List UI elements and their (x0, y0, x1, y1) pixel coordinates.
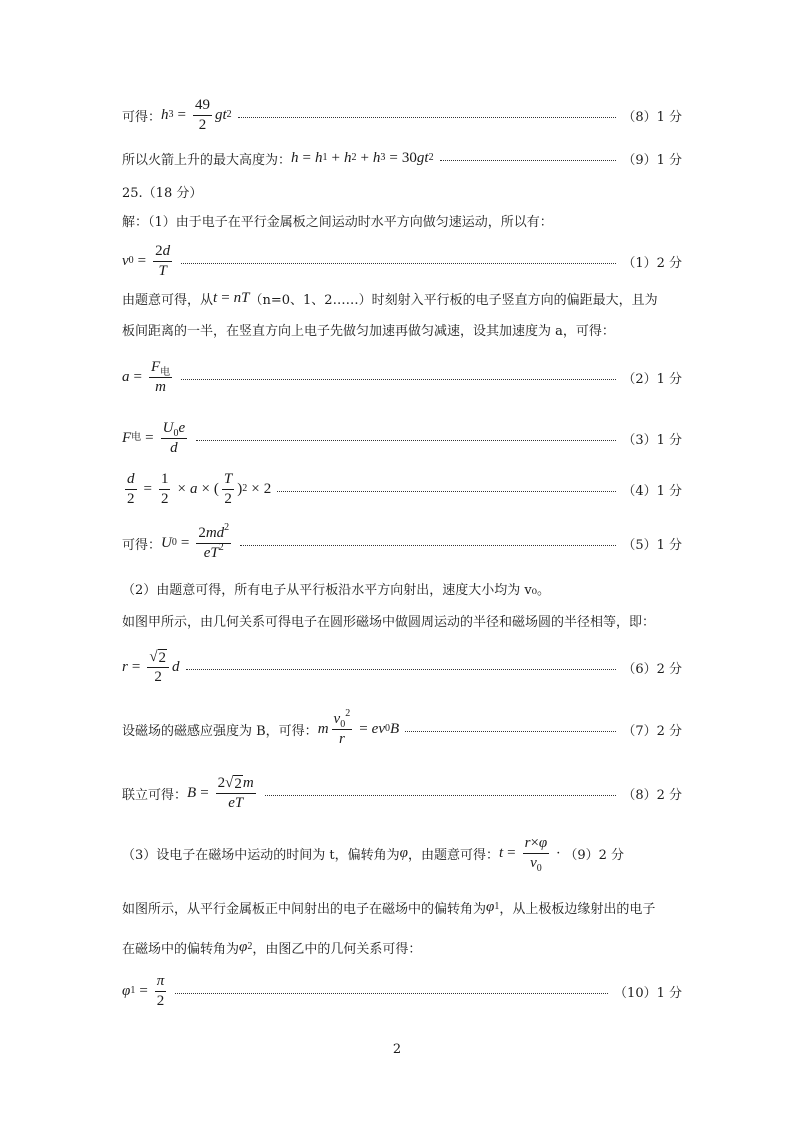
equation-line-lorentz (122, 707, 682, 747)
solution-intro (122, 205, 682, 235)
leader-dots (181, 263, 616, 264)
page-number: 2 (392, 1042, 402, 1057)
formula-lorentz: m $\frac{v_0^2}{r}$ = ev 0 B (317, 707, 400, 747)
line-prefix: 联立可得： (122, 787, 188, 803)
formula-max-height: h = h 1 + h 2 + h 3 = 30 gt 2 (291, 149, 434, 166)
leader-dots (186, 669, 617, 670)
line-mid: ，由题意可得： (407, 847, 499, 863)
equation-line-a (122, 358, 682, 395)
formula-phi1-value: φ 1 = $\frac{\pi}{2}$ (122, 972, 165, 1009)
paragraph-text: 板间距离的一半，在竖直方向上电子先做匀加速再做匀减速，设其加速度为 a，可得： (122, 323, 615, 339)
equation-line-u0 (122, 521, 682, 561)
paragraph-text: 由题意可得，从 (122, 292, 214, 308)
formula-time: t = $\frac{r\times\varphi}{v_0}$ (498, 834, 548, 874)
equation-line-force (122, 419, 682, 456)
equation-line-max-height (122, 143, 682, 173)
paragraph-line (122, 314, 682, 344)
formula-h3: h 3 = $\frac{49}{2}$ gt 2 (161, 96, 232, 133)
equation-line-displacement (122, 470, 682, 507)
leader-dots (440, 160, 617, 161)
question-number: 25.（18 分） (122, 185, 203, 201)
score-label: （8）1 分 (622, 109, 682, 125)
score-label: （1）2 分 (622, 255, 682, 271)
equation-line-v0 (122, 242, 682, 279)
leader-dots (238, 117, 617, 118)
formula-b: B = 2√ 2 m eT (187, 774, 254, 811)
equation-line-h3 (122, 96, 682, 133)
equation-line-time: （3）设电子在磁场中运动的时间为 t，偏转角为 φ ，由题意可得： t = $\frac{r\times\varphi}{v_0}$ · （9）2 分 (122, 834, 625, 874)
score-label: （9）2 分 (564, 847, 625, 863)
line-prefix: 所以火箭上升的最大高度为： (122, 152, 292, 168)
formula-force: F 电 = $\frac{U_0e}{d}$ (122, 419, 186, 456)
leader-dots (265, 795, 617, 796)
score-label: （3）1 分 (622, 432, 682, 448)
paragraph-text: （2）由题意可得，所有电子从平行板沿水平方向射出，速度大小均为 v₀。 (122, 582, 550, 598)
score-label: （6）2 分 (622, 661, 682, 677)
formula-phi2: φ 2 (239, 938, 253, 955)
paragraph-line (122, 892, 682, 922)
score-label: （10）1 分 (614, 985, 682, 1001)
paragraph-text: 如图甲所示，由几何关系可得电子在圆形磁场中做圆周运动的半径和磁场圆的半径相等，即： (122, 614, 656, 630)
paragraph-text: 如图所示，从平行金属板正中间射出的电子在磁场中的偏转角为 (122, 901, 487, 917)
leader-dots (196, 440, 616, 441)
solution-text: 解：（1）由于电子在平行金属板之间运动时水平方向做匀速运动，所以有： (122, 214, 553, 230)
formula-radius: r = √ 2 2 d (122, 648, 180, 685)
paragraph-line (122, 283, 682, 313)
paragraph-text: ，由图乙中的几何关系可得： (252, 941, 422, 957)
leader-dots (181, 379, 616, 380)
equation-line-phi1 (122, 972, 682, 1009)
score-label: （2）1 分 (622, 371, 682, 387)
formula-a: a = $\frac{F_电}{m}$ (122, 358, 171, 395)
leader-dots (405, 731, 616, 732)
paragraph-line (122, 932, 682, 962)
formula-t-nT: t = nT (213, 289, 250, 306)
paragraph-text: 在磁场中的偏转角为 (122, 941, 240, 957)
formula-v0: v 0 = $\frac{2d}{T}$ (122, 242, 171, 279)
paragraph-text: （n=0、1、2……）时刻射入平行板的电子竖直方向的偏距最大，且为 (249, 292, 658, 308)
line-prefix: （3）设电子在磁场中运动的时间为 t，偏转角为 (122, 847, 400, 863)
leader-dots (240, 545, 616, 546)
equation-line-b (122, 774, 682, 811)
score-label: （9）1 分 (622, 152, 682, 168)
paragraph-line (122, 573, 682, 603)
score-label: （4）1 分 (622, 483, 682, 499)
score-label: （8）2 分 (622, 787, 682, 803)
score-label: （5）1 分 (622, 537, 682, 553)
formula-u0: U 0 = $\frac{2md^2}{eT^2}$ (161, 521, 230, 561)
question-heading (122, 176, 682, 206)
score-label: （7）2 分 (622, 723, 682, 739)
paragraph-line (122, 605, 682, 635)
formula-displacement: $\frac{d}{2}$ = $\frac{1}{2}$ × a × ( $\frac{T}{2}$ ) 2 × 2 (127, 470, 272, 507)
line-prefix: 可得： (122, 109, 162, 125)
formula-phi: φ (399, 844, 408, 861)
paragraph-text: ，从上极板边缘射出的电子 (499, 901, 656, 917)
formula-phi1: φ 1 (486, 898, 500, 915)
line-prefix: 设磁场的磁感应强度为 B，可得： (122, 723, 318, 739)
leader-dots (277, 491, 616, 492)
equation-line-radius (122, 648, 682, 685)
leader-dots (175, 993, 608, 994)
line-prefix: 可得： (122, 537, 162, 553)
